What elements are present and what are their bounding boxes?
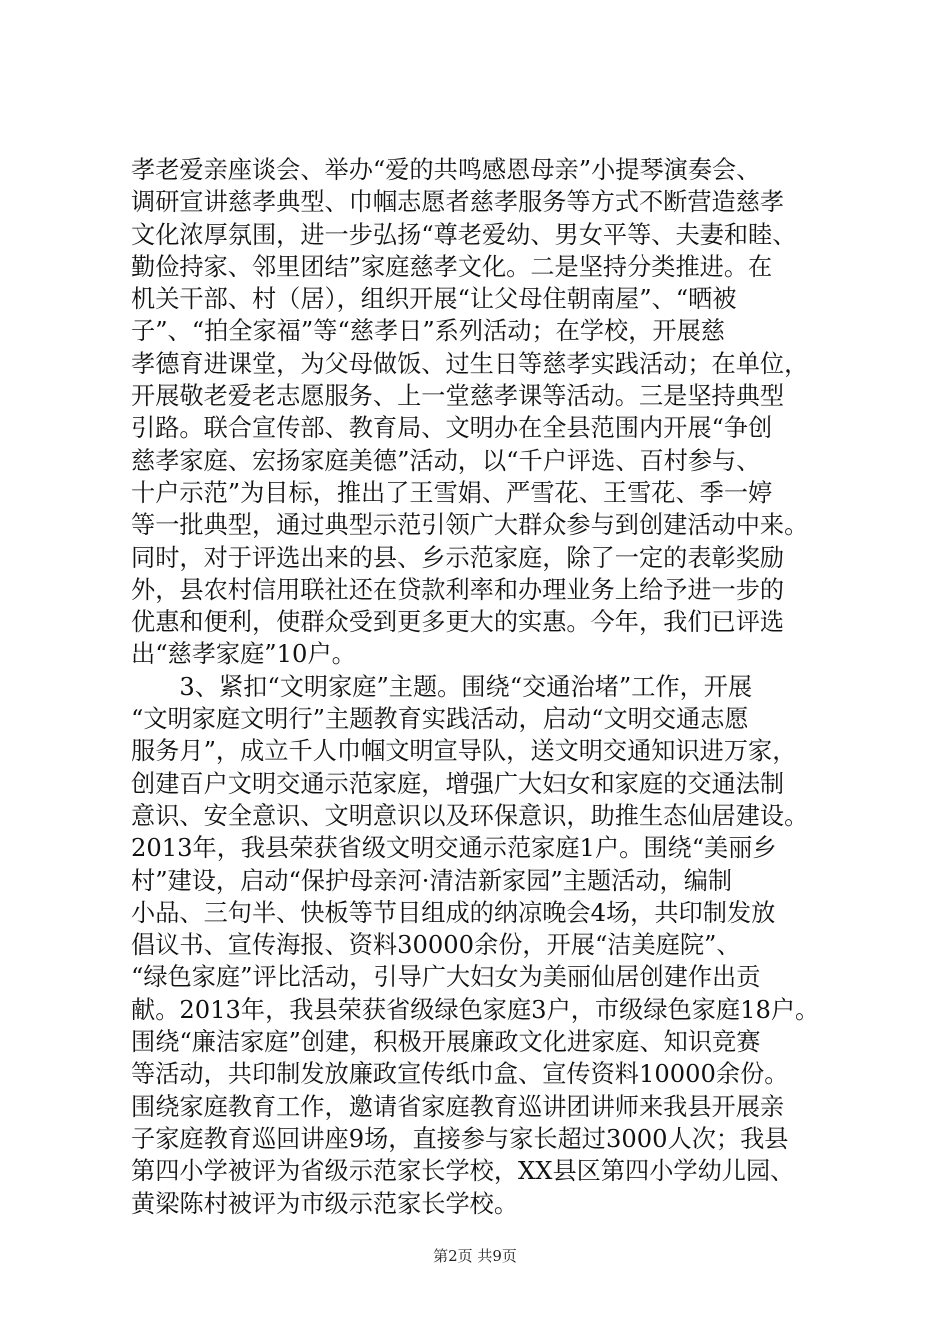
text-line: 出“慈孝家庭”10户。	[131, 640, 356, 669]
text-line: “绿色家庭”评比活动，引导广大妇女为美丽仙居创建作出贡	[131, 963, 761, 992]
text-line: 围绕家庭教育工作，邀请省家庭教育巡讲团讲师来我县开展亲	[131, 1092, 785, 1121]
text-line: 孝老爱亲座谈会、举办“爱的共鸣感恩母亲”小提琴演奏会、	[131, 156, 761, 184]
text-line: 机关干部、村（居），组织开展“让父母住朝南屋”、“晒被	[131, 285, 737, 314]
text-line: 第四小学被评为省级示范家长学校，XX县区第四小学幼儿园、	[131, 1157, 795, 1186]
text-line: 村”建设，启动“保护母亲河·清洁新家园”主题活动，编制	[131, 866, 733, 895]
text-line: 等活动，共印制发放廉政宣传纸巾盒、宣传资料10000余份。	[131, 1060, 789, 1089]
text-line: 十户示范”为目标，推出了王雪娟、严雪花、王雪花、季一婷	[131, 478, 773, 507]
text-line: 2013年，我县荣获省级文明交通示范家庭1户。围绕“美丽乡	[131, 834, 777, 863]
text-line: “文明家庭文明行”主题教育实践活动，启动“文明交通志愿	[131, 705, 749, 734]
text-line: 等一批典型，通过典型示范引领广大群众参与到创建活动中来。	[131, 511, 809, 540]
text-line: 创建百户文明交通示范家庭，增强广大妇女和家庭的交通法制	[131, 769, 785, 798]
text-line: 外，县农村信用联社还在贷款利率和办理业务上给予进一步的	[131, 575, 785, 604]
text-line: 优惠和便利，使群众受到更多更大的实惠。今年，我们已评选	[131, 608, 785, 637]
document-body	[131, 154, 841, 1220]
text-line: 调研宣讲慈孝典型、巾帼志愿者慈孝服务等方式不断营造慈孝	[131, 188, 785, 217]
text-line: 小品、三句半、快板等节目组成的纳凉晚会4场，共印制发放	[131, 898, 776, 927]
text-line: 文化浓厚氛围，进一步弘扬“尊老爱幼、男女平等、夫妻和睦、	[131, 220, 797, 249]
text-line: 子家庭教育巡回讲座9场，直接参与家长超过3000人次；我县	[131, 1124, 789, 1153]
text-line: 意识、安全意识、文明意识以及环保意识，助推生态仙居建设。	[131, 801, 809, 830]
text-line: 子”、“拍全家福”等“慈孝日”系列活动；在学校，开展慈	[131, 317, 725, 346]
text-line: 黄梁陈村被评为市级示范家长学校。	[131, 1189, 519, 1218]
text-line: 开展敬老爱老志愿服务、上一堂慈孝课等活动。三是坚持典型	[131, 382, 785, 411]
text-line: 3、紧扣“文明家庭”主题。围绕“交通治堵”工作，开展	[131, 672, 753, 701]
text-line: 同时，对于评选出来的县、乡示范家庭，除了一定的表彰奖励	[131, 543, 785, 572]
text-line: 勤俭持家、邻里团结”家庭慈孝文化。二是坚持分类推进。在	[131, 252, 773, 281]
text-line: 服务月”，成立千人巾帼文明宣导队，送文明交通知识进万家，	[131, 737, 797, 766]
text-line: 倡议书、宣传海报、资料30000余份，开展“洁美庭院”、	[131, 931, 741, 960]
text-line: 慈孝家庭、宏扬家庭美德”活动，以“千户评选、百村参与、	[131, 446, 761, 475]
text-line: 孝德育进课堂，为父母做饭、过生日等慈孝实践活动；在单位，	[131, 349, 809, 378]
page-number-footer: 第2页 共9页	[433, 1247, 517, 1265]
text-line: 引路。联合宣传部、教育局、文明办在全县范围内开展“争创	[131, 414, 773, 443]
text-line: 围绕“廉洁家庭”创建，积极开展廉政文化进家庭、知识竞赛	[131, 1028, 761, 1057]
text-line: 献。2013年，我县荣获省级绿色家庭3户，市级绿色家庭18户。	[131, 995, 820, 1024]
